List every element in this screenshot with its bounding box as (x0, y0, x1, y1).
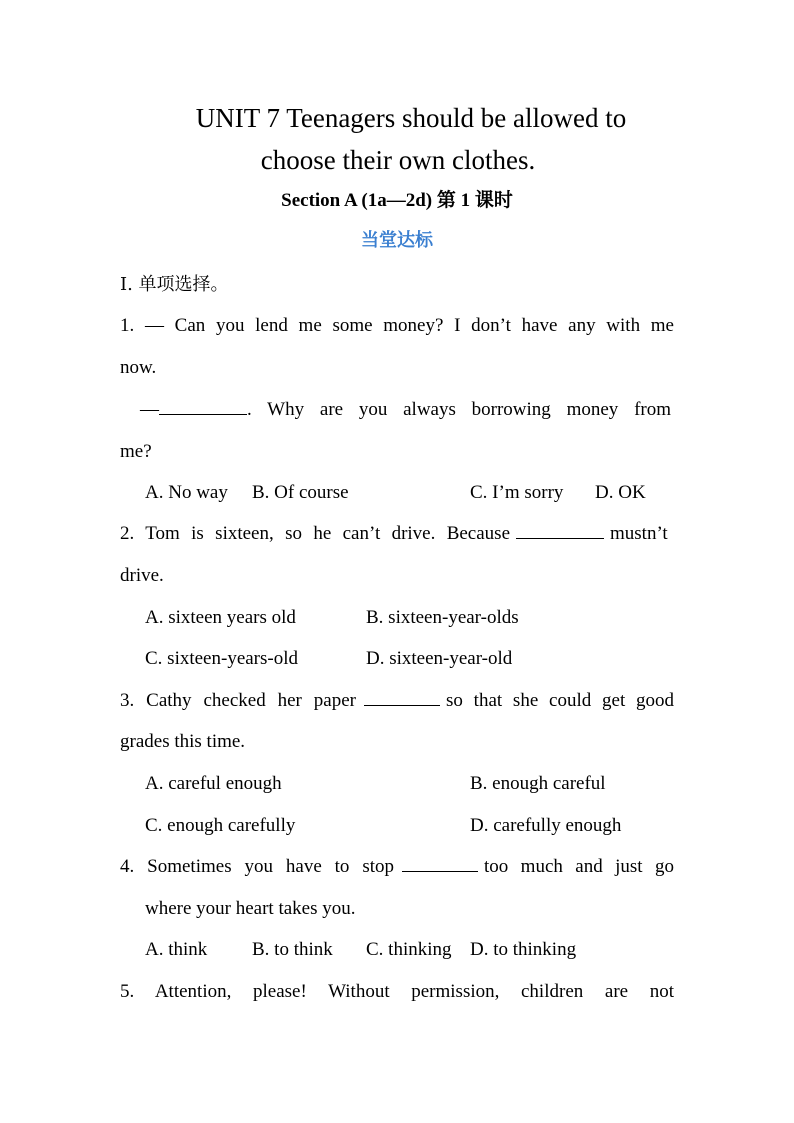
q1-option-a: A. No way (145, 482, 228, 503)
q4-line2: where your heart takes you. (145, 898, 356, 919)
q1-line1: 1. — Can you lend me some money? I don’t have any with me (120, 315, 674, 336)
q3-text-b: so that she could get good (446, 690, 674, 711)
section-title: Section A (1a—2d) 第 1 课时 (281, 190, 513, 211)
q4-option-a: A. think (145, 939, 208, 960)
q3-option-a: A. careful enough (145, 773, 282, 794)
q1-reply-dash: — (140, 399, 159, 420)
unit-title-line2: choose their own clothes. (260, 145, 536, 175)
q1-option-b: B. Of course (252, 482, 349, 503)
answer-blank (516, 521, 604, 539)
answer-blank (402, 854, 478, 872)
q3-line1 (120, 688, 674, 714)
q3-option-b: B. enough careful (470, 773, 606, 794)
q4-text-a: 4. Sometimes you have to stop (120, 856, 394, 877)
q4-option-d: D. to thinking (470, 939, 577, 960)
q2-option-a: A. sixteen years old (145, 607, 296, 628)
q4-option-c: C. thinking (366, 939, 452, 960)
q2-line1 (120, 521, 674, 547)
q1-reply-line2: me? (120, 441, 152, 462)
q1-reply-text: . Why are you always borrowing money from (247, 399, 671, 420)
q3-line2: grades this time. (120, 731, 246, 752)
q2-option-c: C. sixteen-years-old (145, 648, 299, 669)
q3-option-c: C. enough carefully (145, 815, 296, 836)
q1-option-d: D. OK (595, 482, 646, 503)
practice-heading: 当堂达标 (361, 230, 433, 251)
part1-heading: Ⅰ. 单项选择。 (120, 274, 229, 295)
q4-text-b: too much and just go (484, 856, 674, 877)
q3-option-d: D. carefully enough (470, 815, 622, 836)
q2-line2: drive. (120, 565, 164, 586)
q5-line1: 5. Attention, please! Without permission, children are not (120, 981, 674, 1002)
q1-reply-line (140, 397, 674, 423)
q2-option-d: D. sixteen-year-old (366, 648, 513, 669)
answer-blank (159, 397, 247, 415)
q1-option-c: C. I’m sorry (470, 482, 564, 503)
q1-line2: now. (120, 357, 157, 378)
q2-text-a: 2. Tom is sixteen, so he can’t drive. Because (120, 523, 510, 544)
q2-option-b: B. sixteen-year-olds (366, 607, 519, 628)
q4-option-b: B. to think (252, 939, 333, 960)
q2-text-b: mustn’t (610, 523, 668, 544)
unit-title-line1: UNIT 7 Teenagers should be allowed to (195, 103, 627, 133)
q3-text-a: 3. Cathy checked her paper (120, 690, 356, 711)
answer-blank (364, 688, 440, 706)
q4-line1 (120, 854, 674, 880)
